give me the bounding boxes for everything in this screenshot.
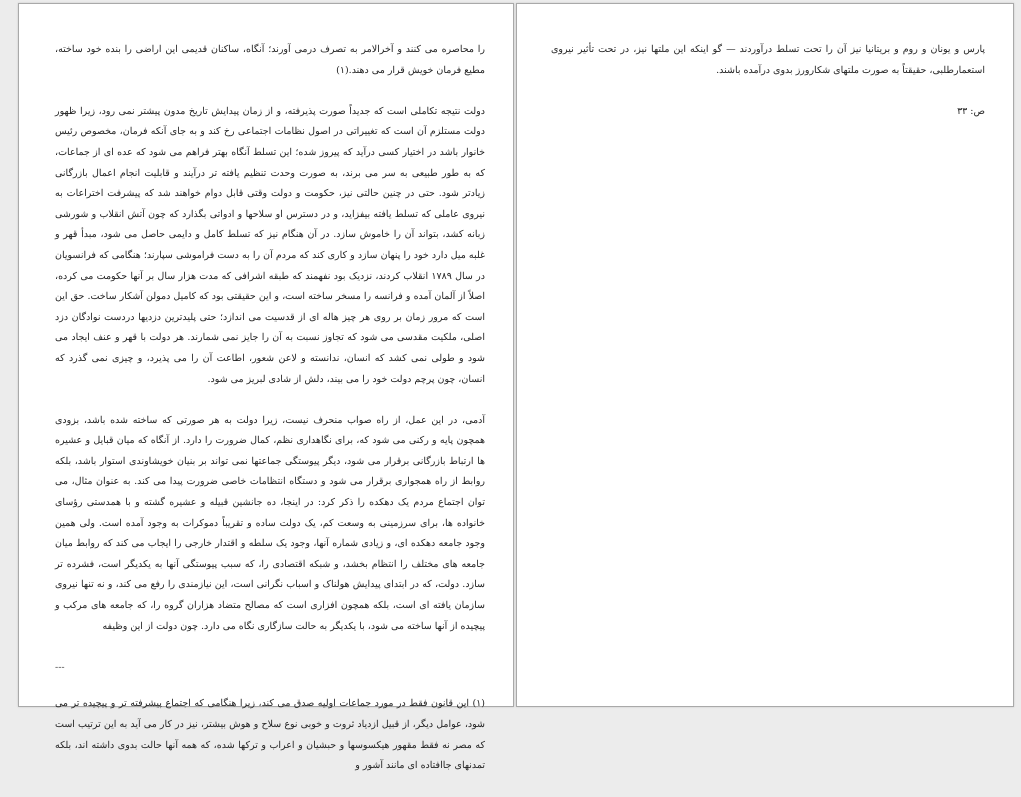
footnote-divider: --- bbox=[55, 661, 65, 673]
page-reference: ص: ۳۳ bbox=[957, 105, 985, 117]
left-document-page bbox=[18, 3, 514, 772]
paragraph: دولت نتیجه تکاملی است که جدیداً صورت پذیرفته، و از زمان پیدایش تاریخ مدون پیشتر نمی رود، زیرا ظهور دولت مستلزم آن است که تغییراتی در اصول نظامات اجتماعی رخ کند و به جای آنکه فرمان، مخصوص رئیس خانوار باشد در اختیار کسی درآید که پیروز شده؛ این تسلط آنگاه بهتر فراهم می شود که عده ای از جماعات، که به طور طبیعی به سر می برند، به صورت وحدت تنظیم یافته تر درآیند و قابلیت انجام اعمال بازرگانی زیادتر شود. حتی در چنین حالتی نیز، حکومت و دولت وقتی قابل دوام خواهند شد که پیشرفت اختراعات به نیروی عاملی که تسلط یافته بیفزاید، و در دسترس او سلاحها و ادواتی بگذارد که چون آتش انقلاب و شورشی زبانه کشد، بتواند آن را خاموش سازد. در آن هنگام نیز که تسلط کامل و دایمی حاصل می شود، مبدأ قهر و غلبه میل دارد خود را پنهان سازد و کاری کند که مردم آن را به دست فراموشی سپارند؛ هنگامی که فرانسویان در سال ۱۷۸۹ انقلاب کردند، نزدیک بود نفهمند که طبقه اشرافی که مدت هزار سال بر آنها حکومت می کرده، اصلاً از آلمان آمده و فرانسه را مسخر ساخته است، و این حقیقتی بود که کامیل دمولن آشکار ساخت. حق این است که مرور زمان بر روی هر چیز هاله ای از قدسیت می اندازد؛ حتی پلیدترین دزدیها دردست نوادگان دزد اصلی، ملکیت مقدسی می شود که تجاوز نسبت به آن را جایز نمی شمارند. هر دولت با قهر و عنف ایجاد می شود و طولی نمی کشد که انسان، ندانسته و لاعن شعور، اطاعت آن را می پذیرد، و چیزی نمی گذرد که انسان، چون پرچم دولت خود را می بیند، دلش از شادی لبریز می شود. bbox=[55, 105, 485, 385]
paragraph: پارس و یونان و روم و بریتانیا نیز آن را تحت تسلط درآوردند — گو اینکه این ملتها نیز، در تحت تأثیر نیروی استعمارطلبی، حقیقتاً به صورت ملتهای شکارورز بدوی درآمده باشند. bbox=[551, 44, 985, 76]
left-page-content bbox=[55, 40, 485, 797]
right-page-content bbox=[551, 40, 985, 122]
paragraph: را محاصره می کنند و آخرالامر به تصرف درمی آورند؛ آنگاه، ساکنان قدیمی این اراضی را بنده خود ساخته، مطیع فرمان خویش قرار می دهند.(۱) bbox=[55, 44, 485, 76]
right-document-page bbox=[516, 3, 1014, 707]
footnote: (۱) این قانون فقط در مورد جماعات اولیه صدق می کند، زیرا هنگامی که اجتماع پیشرفته تر و پیچیده تر می شود، عوامل دیگر، از قبیل ازدیاد ثروت و خوبی نوع سلاح و هوش بیشتر، نیز در کار می آید به این ترتیب است که مصر نه فقط مقهور هیکسوسها و حبشیان و اعراب و ترکها شده، که همه آنها حالت بدوی داشته اند، بلکه تمدنهای جاافتاده ای مانند آشور و bbox=[55, 698, 486, 772]
paragraph: آدمی، در این عمل، از راه صواب منحرف نیست، زیرا دولت به هر صورتی که ساخته شده باشد، بزودی همچون پایه و رکنی می شود که، برای نگاهداری نظم، کمال ضرورت را دارد. از آنگاه که میان قبایل و عشیره ها ارتباط بازرگانی برقرار می شود، دیگر پیوستگی جماعتها نمی تواند بر بنیان خویشاوندی استوار باشد، بلکه روابط از راه همجواری برقرار می شود و دستگاه انتظامات خاصی ضرورت پیدا می کند. به عنوان مثال، می توان اجتماع مردم یک دهکده را ذکر کرد: در اینجا، ده جانشین قبیله و عشیره گشته و با همدستی رؤسای خانواده ها، برای سرزمینی به وسعت کم، یک دولت ساده و تقریباً دموکرات به وجود آمده است. ولی همین وجود جامعه دهکده ای، و زیادی شماره آنها، وجود یک سلطه و اقتدار خارجی را ایجاب می کند که روابط میان جامعه های مختلف را انتظام بخشد، و شبکه اقتصادی را، که سبب پیوستگی آنها به یکدیگر است، فشرده تر سازد. دولت، که در ابتدای پیدایش هولناک و اسباب نگرانی است، این نیازمندی را رفع می کند، و نه تنها نیروی سازمان یافته ای است، بلکه همچون افزاری است که مصالح متضاد هزاران گروه را، که جامعه های مرکب و پیچیده از آنها ساخته می شود، با یکدیگر به حالت سازگاری نگاه می دارد. چون دولت از این وظیفه bbox=[55, 414, 485, 632]
